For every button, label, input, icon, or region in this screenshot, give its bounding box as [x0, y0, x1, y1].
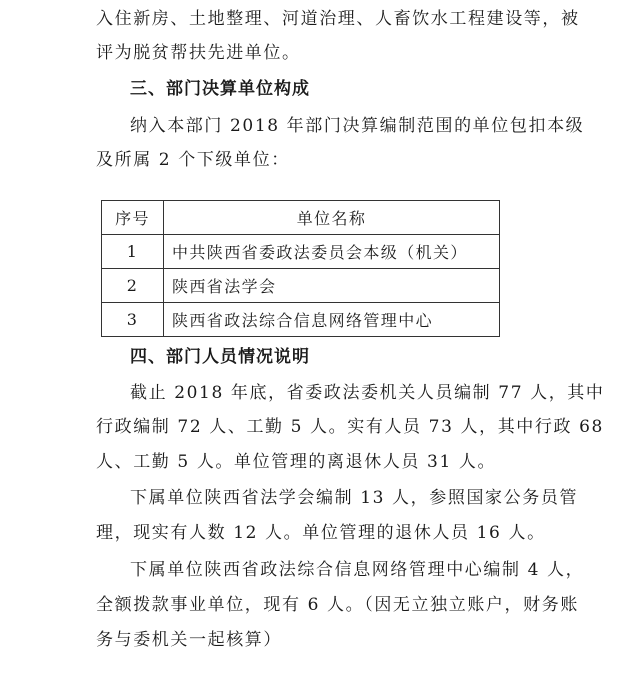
- paragraph-1-line-2: 评为脱贫帮扶先进单位。: [96, 43, 301, 63]
- table-header-index: 序号: [102, 201, 164, 235]
- paragraph-4-line-2: 理，现实有人数 12 人。单位管理的退休人员 16 人。: [96, 523, 546, 543]
- paragraph-5-line-1: 下属单位陕西省政法综合信息网络管理中心编制 4 人，: [130, 560, 585, 580]
- paragraph-2-line-1: 纳入本部门 2018 年部门决算编制范围的单位包扣本级: [130, 116, 585, 136]
- table-cell-index: 3: [102, 303, 164, 337]
- section-4-heading: 四、部门人员情况说明: [130, 347, 310, 367]
- table-cell-index: 1: [102, 235, 164, 269]
- paragraph-1-line-1: 入住新房、土地整理、河道治理、人畜饮水工程建设等，被: [96, 9, 580, 29]
- table-cell-index: 2: [102, 269, 164, 303]
- unit-table: [101, 200, 500, 337]
- paragraph-4-line-1: 下属单位陕西省法学会编制 13 人，参照国家公务员管: [130, 488, 579, 508]
- table-cell-unit-name: 陕西省政法综合信息网络管理中心: [164, 303, 500, 337]
- paragraph-3-line-2: 行政编制 72 人、工勤 5 人。实有人员 73 人，其中行政 68: [96, 417, 604, 437]
- table-header-unit-name: 单位名称: [164, 201, 500, 235]
- paragraph-2-line-2: 及所属 2 个下级单位：: [96, 150, 290, 170]
- paragraph-5-line-2: 全额拨款事业单位，现有 6 人。（因无立独立账户，财务账: [96, 595, 579, 615]
- table-cell-unit-name: 陕西省法学会: [164, 269, 500, 303]
- table-cell-unit-name: 中共陕西省委政法委员会本级（机关）: [164, 235, 500, 269]
- paragraph-3-line-1: 截止 2018 年底，省委政法委机关人员编制 77 人，其中: [130, 383, 605, 403]
- section-3-heading: 三、部门决算单位构成: [130, 79, 310, 99]
- table-row: [102, 269, 500, 303]
- table-row: [102, 235, 500, 269]
- table-row: [102, 303, 500, 337]
- paragraph-3-line-3: 人、工勤 5 人。单位管理的离退休人员 31 人。: [96, 452, 497, 472]
- table-header-row: [102, 201, 500, 235]
- paragraph-5-line-3: 务与委机关一起核算）: [96, 630, 282, 650]
